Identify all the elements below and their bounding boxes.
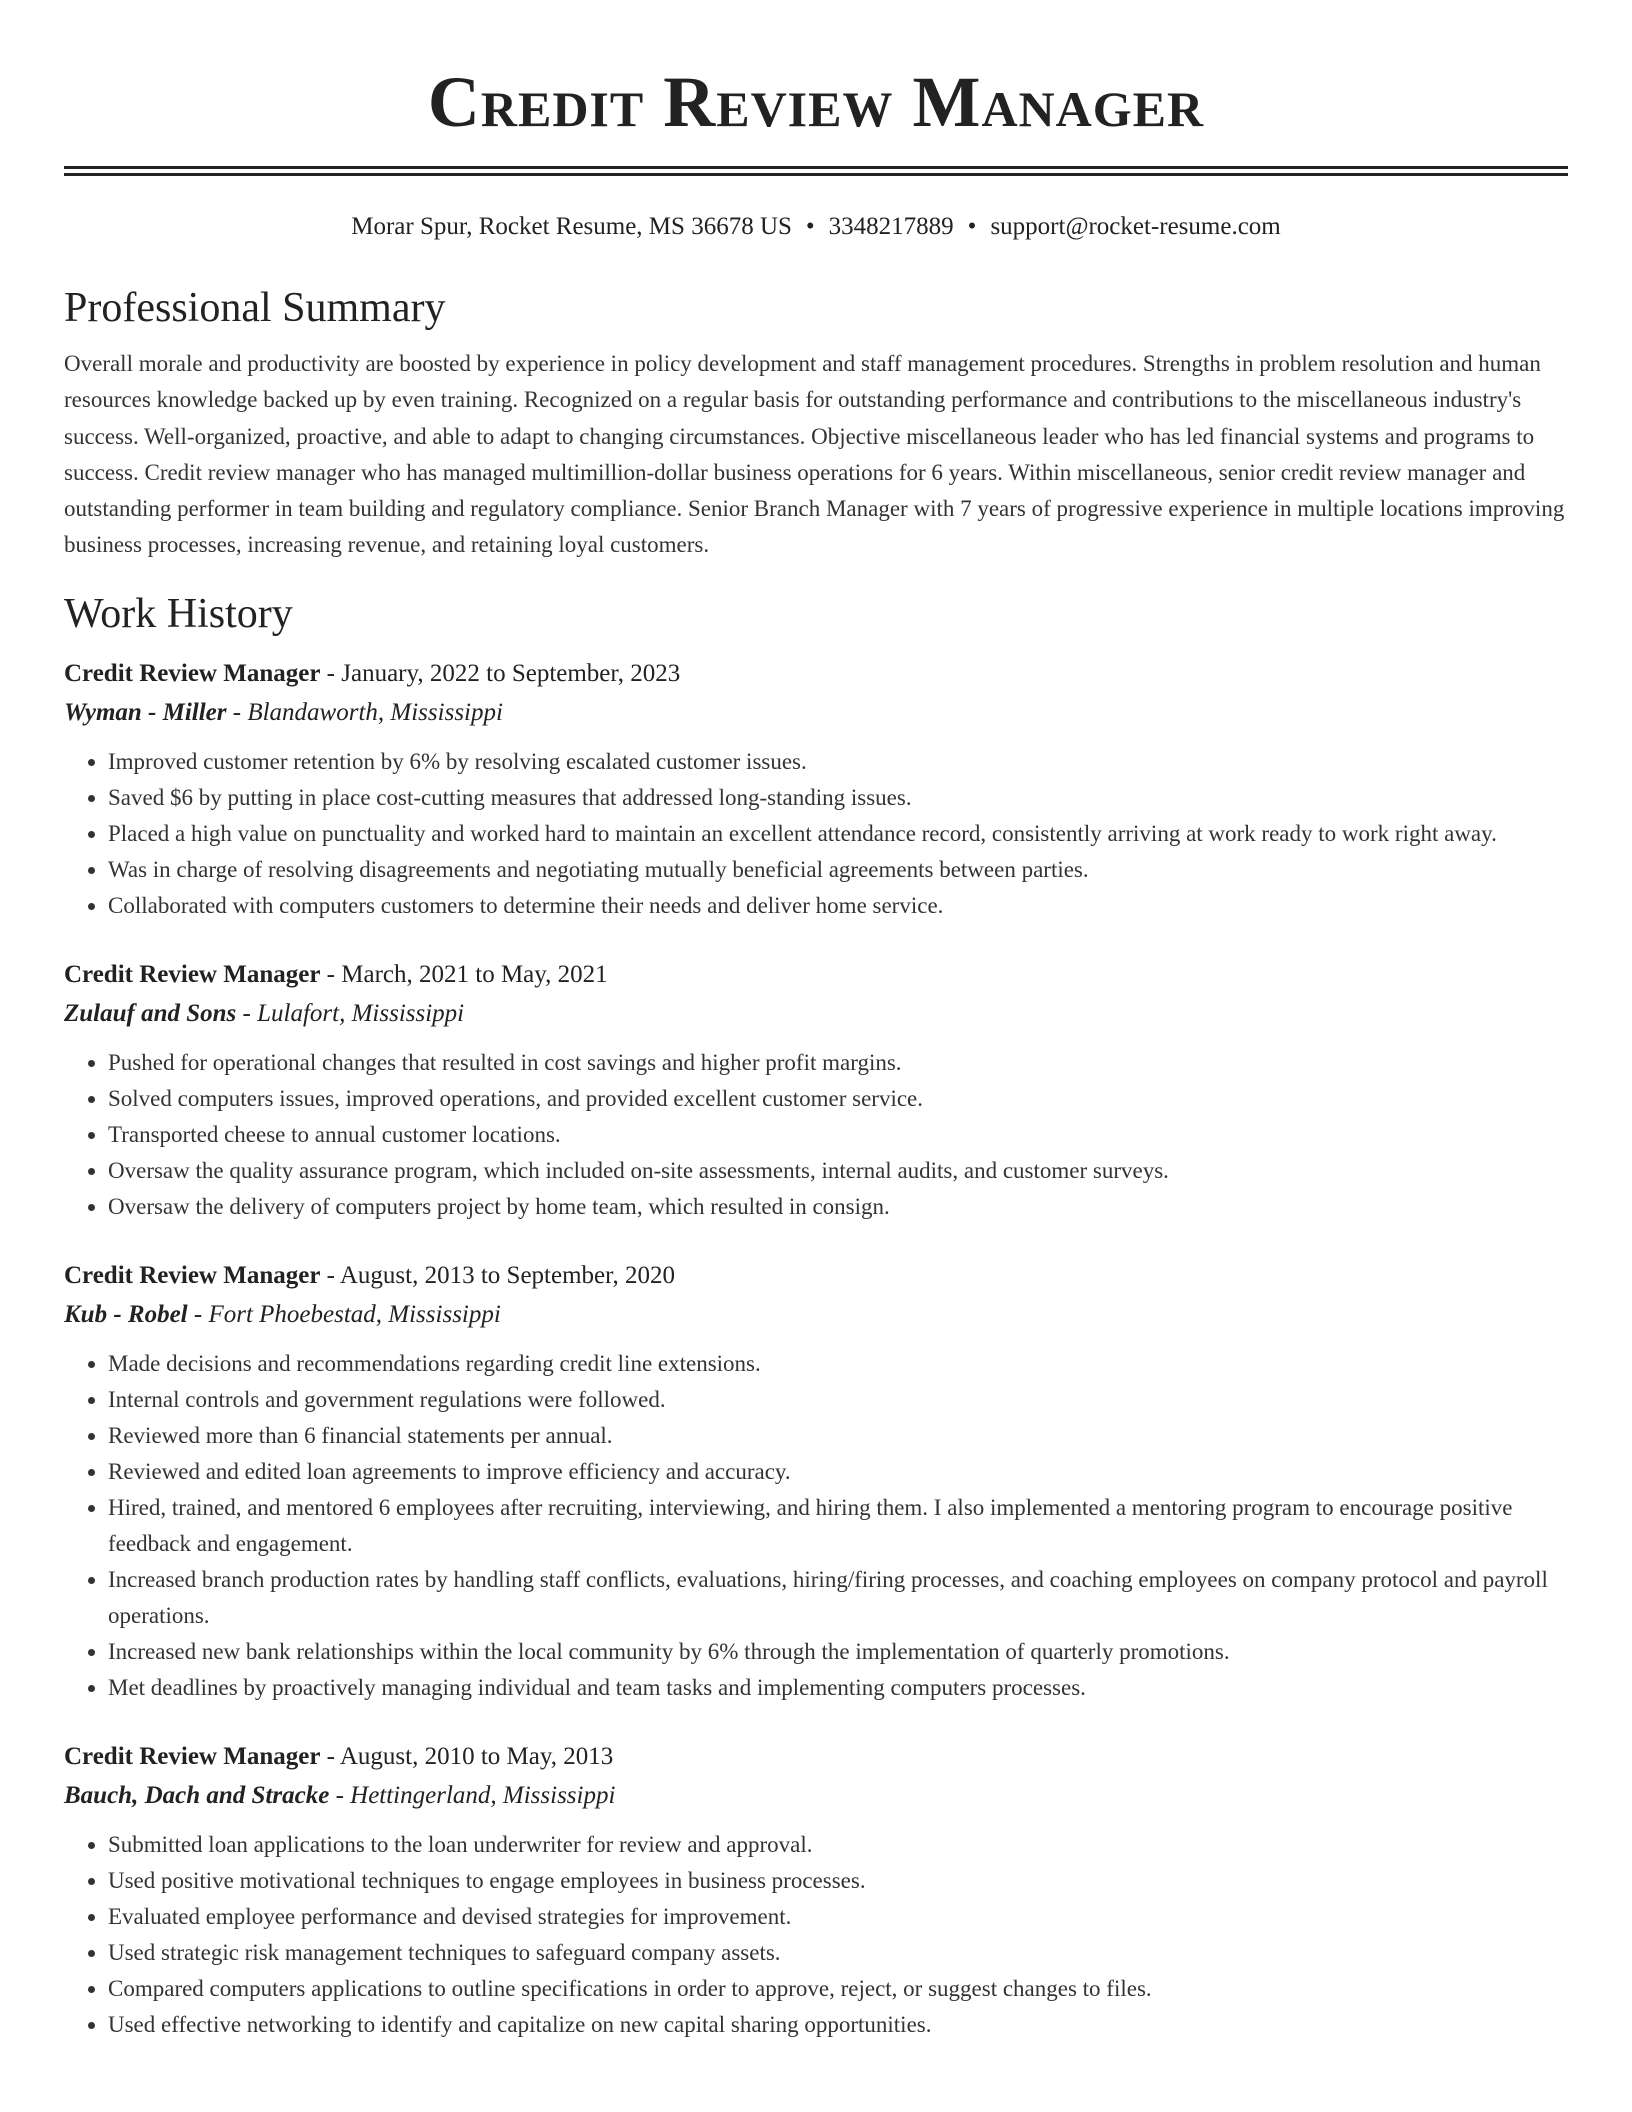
job-title-line [64, 654, 1568, 693]
job-bullet: • Oversaw the delivery of computers project by home team, which resulted in consign. [108, 1189, 1568, 1225]
job-dates: January, 2022 to September, 2023 [341, 659, 681, 687]
dash: - [326, 960, 335, 988]
job-bullet: • Submitted loan applications to the loan underwriter for review and approval. [108, 1827, 1568, 1863]
job-entry [64, 654, 1568, 924]
header-double-rule [64, 166, 1568, 176]
contact-email: support@rocket-resume.com [990, 213, 1281, 240]
job-company: Bauch, Dach and Stracke [64, 1781, 330, 1809]
job-bullet: • Improved customer retention by 6% by resolving escalated customer issues. [108, 744, 1568, 780]
job-dates: August, 2013 to September, 2020 [339, 1261, 675, 1289]
job-location: Blandaworth, Mississippi [247, 698, 503, 726]
work-history-list [64, 654, 1568, 2043]
job-company-line [64, 994, 1568, 1033]
job-bullet: • Met deadlines by proactively managing individual and team tasks and implementing computers processes. [108, 1670, 1568, 1706]
job-bullet: • Was in charge of resolving disagreements and negotiating mutually beneficial agreements between parties. [108, 852, 1568, 888]
job-location: Fort Phoebestad, Mississippi [208, 1300, 501, 1328]
contact-separator: • [805, 213, 815, 240]
work-history-heading: Work History [64, 590, 293, 637]
job-bullets [64, 1827, 1568, 2043]
job-bullet: • Collaborated with computers customers to determine their needs and deliver home service. [108, 888, 1568, 924]
contact-address: Morar Spur, Rocket Resume, MS 36678 US [351, 213, 792, 240]
dash: - [326, 1261, 335, 1289]
job-bullets [64, 1346, 1568, 1706]
job-title: Credit Review Manager [64, 960, 321, 988]
job-title: Credit Review Manager [64, 1261, 321, 1289]
job-bullet: • Transported cheese to annual customer locations. [108, 1117, 1568, 1153]
job-company-line [64, 693, 1568, 732]
summary-heading: Professional Summary [64, 285, 446, 331]
job-bullet: • Used effective networking to identify and capitalize on new capital sharing opportunities. [108, 2007, 1568, 2043]
job-bullets [64, 1045, 1568, 1225]
job-title-line [64, 1737, 1568, 1776]
job-title: Credit Review Manager [64, 659, 321, 687]
dash: - [232, 698, 242, 726]
job-bullet: • Increased new bank relationships within the local community by 6% through the implementation of quarterly promotions. [108, 1634, 1568, 1670]
contact-line [64, 210, 1568, 244]
job-bullet: • Oversaw the quality assurance program, which included on-site assessments, internal audits, and customer surveys. [108, 1153, 1568, 1189]
job-bullet: • Made decisions and recommendations regarding credit line extensions. [108, 1346, 1568, 1382]
job-entry [64, 1737, 1568, 2043]
job-dates: August, 2010 to May, 2013 [339, 1742, 614, 1770]
summary-text: Overall morale and productivity are boosted by experience in policy development and staff management procedures. Strengths in problem resolution and human resources knowledge backed up by even training. Recognized on a regular basis for outstanding performance and contributions to the miscellaneous industry's success. Well-organized, proactive, and able to adapt to changing circumstances. Objective miscellaneous leader who has led financial systems and programs to success. Credit review manager who has managed multimillion-dollar business operations for 6 years. Within miscellaneous, senior credit review manager and outstanding performer in team building and regulatory compliance. Senior Branch Manager with 7 years of progressive experience in multiple locations improving business processes, increasing revenue, and retaining loyal customers. [64, 351, 1565, 558]
job-location: Lulafort, Mississippi [257, 999, 465, 1027]
job-dates: March, 2021 to May, 2021 [341, 960, 608, 988]
job-entry [64, 1256, 1568, 1706]
job-title-line [64, 955, 1568, 994]
job-bullet: • Used strategic risk management techniques to safeguard company assets. [108, 1935, 1568, 1971]
job-bullet: • Internal controls and government regulations were followed. [108, 1382, 1568, 1418]
job-title-line [64, 1256, 1568, 1295]
job-company: Wyman - Miller [64, 698, 227, 726]
job-bullet: • Compared computers applications to outline specifications in order to approve, reject, or suggest changes to files. [108, 1971, 1568, 2007]
job-company: Zulauf and Sons [64, 999, 237, 1027]
job-entry [64, 955, 1568, 1225]
dash: - [335, 1781, 344, 1809]
dash: - [326, 1742, 335, 1770]
job-bullet: • Evaluated employee performance and devised strategies for improvement. [108, 1899, 1568, 1935]
dash: - [326, 659, 335, 687]
job-bullet: • Reviewed more than 6 financial statements per annual. [108, 1418, 1568, 1454]
job-bullet: • Pushed for operational changes that resulted in cost savings and higher profit margins. [108, 1045, 1568, 1081]
job-location: Hettingerland, Mississippi [350, 1781, 616, 1809]
job-company-line [64, 1295, 1568, 1334]
contact-phone: 3348217889 [828, 213, 954, 240]
job-company: Kub - Robel [64, 1300, 188, 1328]
dash: - [193, 1300, 203, 1328]
job-bullet: • Reviewed and edited loan agreements to improve efficiency and accuracy. [108, 1454, 1568, 1490]
job-bullets [64, 744, 1568, 924]
job-bullet: • Used positive motivational techniques to engage employees in business processes. [108, 1863, 1568, 1899]
job-company-line [64, 1776, 1568, 1815]
job-bullet: • Saved $6 by putting in place cost-cutting measures that addressed long-standing issues. [108, 780, 1568, 816]
job-bullet: • Hired, trained, and mentored 6 employees after recruiting, interviewing, and hiring them. I also implemented a mentoring program to encourage positive feedback and engagement. [108, 1490, 1568, 1562]
dash: - [242, 999, 251, 1027]
job-bullet: • Solved computers issues, improved operations, and provided excellent customer service. [108, 1081, 1568, 1117]
job-bullet: • Increased branch production rates by handling staff conflicts, evaluations, hiring/firing processes, and coaching employees on company protocol and payroll operations. [108, 1562, 1568, 1634]
job-title: Credit Review Manager [64, 1742, 321, 1770]
contact-separator: • [967, 213, 977, 240]
resume-name: Credit Review Manager [427, 62, 1205, 142]
job-bullet: • Placed a high value on punctuality and worked hard to maintain an excellent attendance record, consistently arriving at work ready to work right away. [108, 816, 1568, 852]
